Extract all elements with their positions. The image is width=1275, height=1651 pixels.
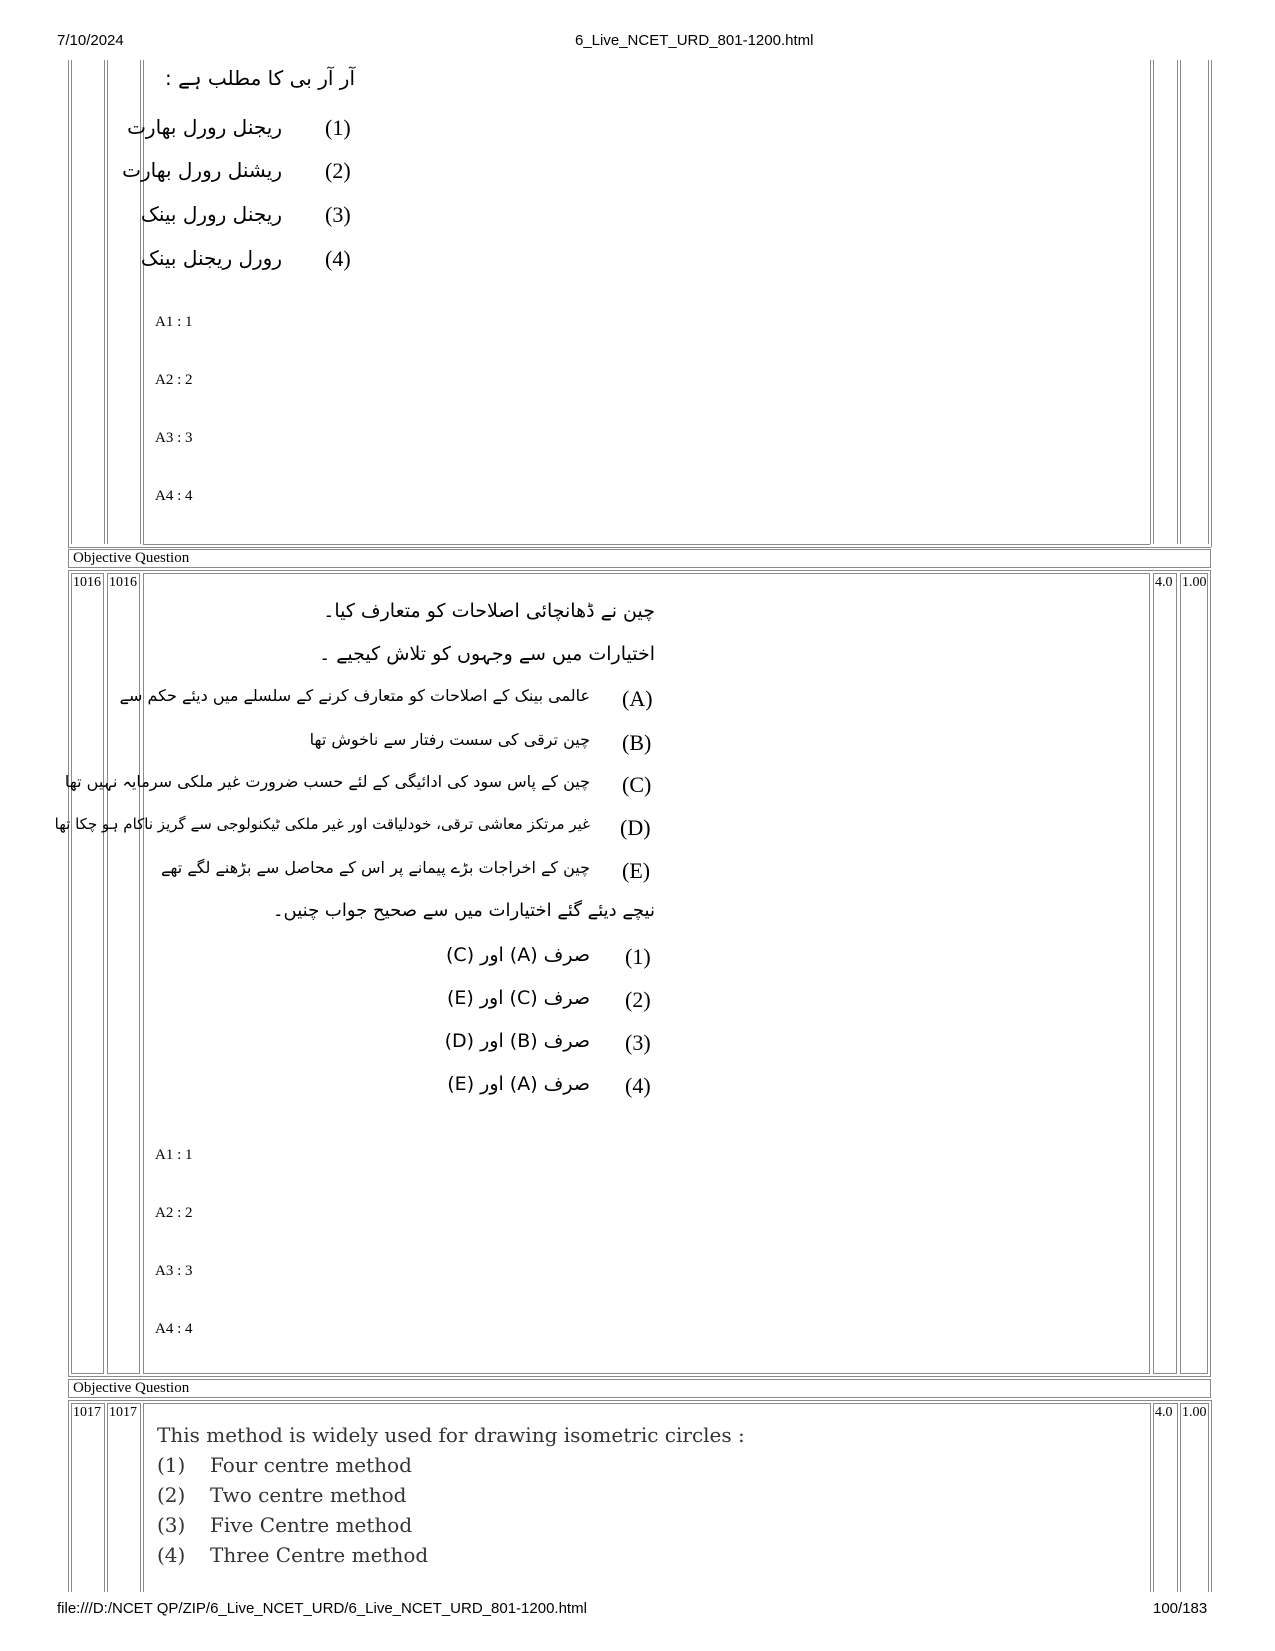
option-text: Five Centre method [210, 1513, 413, 1537]
option-number: (1) [325, 115, 351, 140]
question-stem: This method is widely used for drawing isometric circles : [157, 1423, 745, 1447]
option-text: رورل ریجنل بینک [140, 246, 282, 270]
question-type-label: Objective Question [73, 550, 190, 566]
answer-option-4: A4 : 4 [155, 488, 193, 504]
question-id: 1017 [109, 1405, 137, 1420]
statement-text: غیر مرتکز معاشی ترقی، خودلیاقت اور غیر ملکی ٹیکنولوجی سے گریز ناکام ہو چکا تھا [54, 815, 590, 833]
option-text: Three Centre method [210, 1543, 429, 1567]
serial-number: 1017 [73, 1405, 101, 1420]
option-number: (2) [157, 1483, 186, 1507]
option-text: Four centre method [210, 1453, 412, 1477]
option-number: (3) [325, 202, 351, 227]
statement-label: (D) [620, 815, 651, 840]
negative-marks: 1.00 [1182, 575, 1207, 590]
answer-option-1: A1 : 1 [155, 314, 193, 330]
statement-text: چین کے اخراجات بڑے پیمانے پر اس کے محاصل سے بڑھنے لگے تھے [161, 858, 590, 877]
answer-option-4: A4 : 4 [155, 1321, 193, 1337]
option-number: (1) [625, 944, 651, 969]
option-number: (3) [625, 1030, 651, 1055]
question-id: 1016 [109, 575, 137, 590]
statement-label: (E) [622, 858, 651, 883]
option-number: (4) [325, 246, 351, 271]
serial-number: 1016 [73, 575, 101, 590]
marks: 4.0 [1155, 1405, 1173, 1420]
statement-label: (B) [622, 730, 652, 755]
option-text: ریشنل رورل بھارت [122, 158, 282, 182]
negative-marks: 1.00 [1182, 1405, 1207, 1420]
statement-text: چین ترقی کی سست رفتار سے ناخوش تھا [309, 730, 590, 749]
file-path: file:///D:/NCET QP/ZIP/6_Live_NCET_URD/6_Live_NCET_URD_801-1200.html [57, 1600, 587, 1617]
option-number: (1) [157, 1453, 186, 1477]
statement-label: (C) [622, 772, 652, 797]
statement-text: چین کے پاس سود کی ادائیگی کے لئے حسب ضرورت غیر ملکی سرمایہ نہیں تھا [64, 772, 590, 791]
option-number: (3) [157, 1513, 186, 1537]
question-stem-line-1: چین نے ڈھانچائی اصلاحات کو متعارف کیا۔ [323, 600, 655, 622]
option-number: (2) [625, 987, 651, 1012]
answer-option-1: A1 : 1 [155, 1147, 193, 1163]
option-text: صرف (B) اور (D) [444, 1030, 590, 1052]
statement-text: عالمی بینک کے اصلاحات کو متعارف کرنے کے سلسلے میں دیئے حکم سے [119, 686, 590, 705]
option-text: Two centre method [210, 1483, 407, 1507]
answer-option-3: A3 : 3 [155, 1263, 193, 1279]
answer-option-2: A2 : 2 [155, 1205, 193, 1221]
print-date: 7/10/2024 [57, 32, 124, 49]
document-title: 6_Live_NCET_URD_801-1200.html [575, 32, 814, 49]
question-stem-line-2: اختیارات میں سے وجہوں کو تلاش کیجیے ۔ [319, 643, 655, 665]
option-text: صرف (A) اور (E) [447, 1073, 590, 1095]
option-text: ریجنل رورل بینک [140, 202, 282, 226]
option-number: (4) [625, 1073, 651, 1098]
question-type-label: Objective Question [73, 1380, 190, 1396]
answer-instruction: نیچے دیئے گئے اختیارات میں سے صحیح جواب چنیں۔ [272, 900, 655, 921]
page-number: 100/183 [1153, 1600, 1208, 1617]
option-number: (4) [157, 1543, 186, 1567]
marks: 4.0 [1155, 575, 1173, 590]
statement-label: (A) [622, 686, 653, 711]
option-text: ریجنل رورل بھارت [127, 115, 282, 139]
question-stem: آر آر بی کا مطلب ہے : [165, 66, 355, 90]
option-text: صرف (A) اور (C) [445, 944, 590, 966]
option-number: (2) [325, 158, 351, 183]
option-text: صرف (C) اور (E) [446, 987, 590, 1009]
answer-option-2: A2 : 2 [155, 372, 193, 388]
answer-option-3: A3 : 3 [155, 430, 193, 446]
